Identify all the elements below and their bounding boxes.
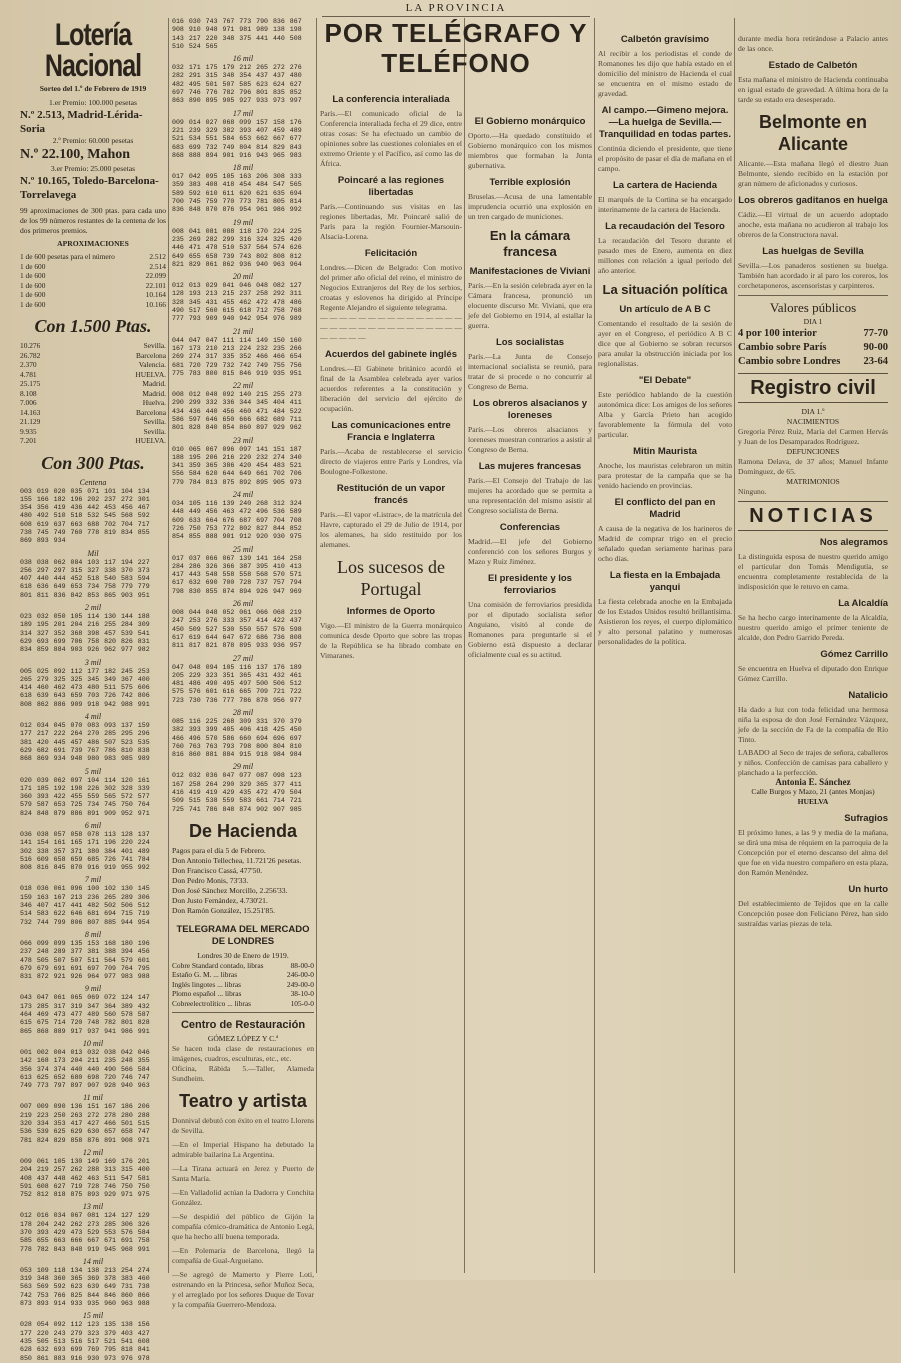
- con1500-row: [20, 351, 166, 361]
- mil-heading: 20 mil: [232, 272, 254, 282]
- con1500-cell: Huelva.: [142, 398, 166, 407]
- number-block: 016 030 743 767 773 790 836 867 908 910 948 971 981 989 138 198 143 217 220 348 375 441 440 508 510 524 565: [172, 18, 302, 50]
- number-block: 007 009 090 136 151 167 186 206 219 223 250 263 272 278 280 288 320 334 353 417 427 466 501 515 536 539 625 629 630 657 658 747 781 824 829 858 876 891 908 971: [20, 1103, 150, 1144]
- aprox-note: 99 aproximaciones de 300 ptas. para cada uno de los 99 números restantes de la centena de los dos primeros premios.: [20, 206, 166, 235]
- s-comunicaciones-head: Las comunicaciones entre Francia e Inglaterra: [331, 420, 451, 443]
- s-campo-head: Al campo.—Gimeno mejora.—La huelga de Sevilla.—Tranquilidad en todas partes.: [599, 105, 731, 140]
- column-rule: [464, 18, 465, 1273]
- premio1: N.º 2.513, Madrid-Lérida-Soria: [20, 109, 143, 135]
- aprox-table: [20, 252, 166, 309]
- column-loteria: [20, 17, 166, 1362]
- con1500-cell: Madrid.: [142, 388, 166, 398]
- telegrama-cell: 246-00-0: [286, 970, 314, 980]
- aprox-row: [20, 290, 166, 300]
- telegrama-cell: Estaño G. M. ... libras: [172, 970, 238, 980]
- con1500-cell: 25.175: [20, 379, 41, 388]
- n-alcaldia-head: La Alcaldía: [838, 598, 888, 609]
- telegrama-cell: 249-00-0: [286, 979, 314, 989]
- s-situacion-sub: Un artículo de A B C: [619, 304, 711, 315]
- aprox-cell: 1 de 600: [20, 271, 46, 280]
- aprox-cell: 1 de 600 pesetas para el número: [20, 252, 115, 261]
- s-poincare-text: París.—Continuando sus visitas en las regiones libertadas, Mr. Poincaré salió de París para la región Fournier-Marsouin-Alsacia-Lorena.: [320, 202, 462, 241]
- nacimientos-heading: NACIMIENTOS: [786, 417, 840, 426]
- column-rule: [594, 18, 595, 1273]
- s-gabinete-head: Acuerdos del gabinete inglés: [325, 349, 457, 360]
- hacienda-line: Don Justo Fernández, 4.730'21.: [172, 895, 268, 905]
- mil-heading: 13 mil: [82, 1202, 104, 1212]
- mil-heading: 27 mil: [232, 653, 254, 663]
- telegrama-row: [172, 999, 314, 1009]
- con1500-table: [20, 341, 166, 446]
- ad-address: Calle Burgos y Mazo, 21 (antes Monjas): [751, 787, 875, 796]
- n-natalicio-head: Natalicio: [848, 690, 888, 701]
- column-rule: [168, 18, 169, 1273]
- mil-heading: 26 mil: [232, 599, 254, 609]
- s-conferencia-text: París.—El comunicado oficial de la Conferencia interaliada fecha el 29 dice, entre otras cosas: Se ha efectuado un cambio de opiniones sobre las cuestiones coloniales en el extremo Oriente y el Pacífico, así como las de África.: [320, 109, 462, 168]
- number-block: 010 065 067 096 097 141 151 187 188 195 206 216 220 232 274 340 341 359 365 386 420 454 483 521 556 584 620 644 649 661 702 706 779 784 813 875 892 895 905 973: [172, 445, 302, 486]
- s-camara-sub: Manifestaciones de Viviani: [469, 266, 591, 277]
- s-vapor-head: Restitución de un vapor francés: [336, 483, 446, 506]
- premio2: N.º 22.100, Mahon: [20, 147, 131, 162]
- con1500-row: [20, 389, 166, 399]
- aprox-row: [20, 300, 166, 310]
- mil-heading: 12 mil: [82, 1147, 104, 1157]
- n-sufragios-text: El próximo lunes, a las 9 y media de la mañana, se dirá una misa de réquiem en la parroquia de la Concepción por el eterno descanso del alma del que fue en vida nuestro compañero en esta plaza, don Ramón Menéndez.: [738, 828, 888, 877]
- defunciones-heading: DEFUNCIONES: [786, 447, 840, 456]
- number-block: 018 036 061 096 100 102 130 145 159 163 167 213 236 265 289 306 346 407 417 441 482 502 506 512 514 583 622 646 681 694 715 719 732 744 799 806 807 885 944 954: [20, 885, 150, 926]
- teatro-p2: —En el Imperial Hispano ha debutado la admirable bailarina La Argentina.: [172, 1140, 314, 1160]
- number-block: 017 042 095 105 163 206 308 333 359 383 408 418 454 484 547 565 589 592 610 611 620 621 635 694 700 745 759 770 773 781 805 814 836 848 870 876 954 961 986 992: [172, 173, 302, 214]
- number-block: 009 061 105 130 149 169 176 201 204 219 257 262 288 313 315 400 408 437 448 462 463 511 547 581 591 608 627 719 728 746 750 750 752 812 818 875 893 929 971 975: [20, 1157, 150, 1199]
- top-text: durante media hora retirándose a Palacio antes de las once.: [738, 34, 888, 53]
- restauracion-address: Oficina, Rábida 5.—Taller, Alameda Sundheim.: [172, 1064, 314, 1084]
- s-gaditanos-text: Cádiz.—El virtual de un acuerdo adoptado anoche, esta mañana no acudieron al trabajo los obreros de la Constructora naval.: [738, 210, 888, 239]
- s-pan-text: A causa de la negativa de los harineros de Madrid de comprar trigo en el precio señalado quedan seriamente harinas para ocho días.: [598, 524, 732, 563]
- number-block: 012 034 045 070 083 093 137 159 177 217 222 264 270 285 295 296 381 420 445 457 486 507 523 535 629 682 691 739 767 786 810 838 868 869 934 948 980 983 985 989: [20, 722, 150, 763]
- s-portugal-head: Los sucesos de Portugal: [337, 557, 445, 599]
- n-sufragios-head: Sufragios: [844, 813, 888, 824]
- s-mitin-text: Anoche, los mauristas celebraron un mitin para protestar de la campaña que se ha venido haciendo en provincias.: [598, 461, 732, 490]
- registro-day: DIA 1.º: [801, 407, 825, 416]
- n-hurto-text: Del establecimiento de Tejidos que en la calle Concepción posee don Feliciano Pérez, han sido sustraídas varias piezas de tela.: [738, 899, 888, 928]
- telegrama-cell: 38-10-0: [290, 989, 314, 999]
- aprox-heading: APROXIMACIONES: [57, 239, 129, 248]
- con1500-heading: Con 1.500 Ptas.: [34, 316, 152, 336]
- mil-heading: 7 mil: [84, 875, 102, 885]
- s-situacion-head: La situación política: [602, 282, 728, 297]
- hacienda-intro: Pagos para el día 5 de Febrero.: [172, 845, 266, 855]
- number-block: 001 002 004 013 032 038 042 046 142 168 173 204 211 235 248 355 356 374 374 440 440 490 566 584 613 625 652 680 698 720 746 747 749 773 797 897 907 928 940 963: [20, 1048, 150, 1090]
- filler-text: — — — — — — — — — — — — — — — — — — — — — — — — — — — — — — — — — — —: [320, 313, 462, 342]
- s-calbeton-text: Al recibir a los periodistas el conde de Romanones les dijo que había estado en el domicilio del ministro de Hacienda el cual se encuentra en el mismo estado de gravedad.: [598, 49, 732, 98]
- mil-heading: 11 mil: [83, 1093, 103, 1103]
- s-ferroviarios-text: Una comisión de ferroviarios presidida por el diputado socialista señor Anguiano, visitó al conde de Romanones para preguntarle si el Gobierno está dispuesto a declarar oficialmente cual es su actitud.: [468, 600, 592, 659]
- valores-cell: Cambio sobre Londres: [738, 356, 841, 367]
- mil-heading: 29 mil: [232, 762, 254, 772]
- hacienda-line: Don Ramón González, 15.251'85.: [172, 905, 276, 915]
- telegrama-table: [172, 961, 314, 1009]
- con1500-cell: 9.935: [20, 426, 37, 436]
- s-estado-text: Esta mañana el ministro de Hacienda continuaba en igual estado de gravedad. A última hora de la tarde su estado era desesperado.: [738, 75, 888, 104]
- s-estado-head: Estado de Calbetón: [768, 60, 858, 71]
- con1500-cell: 7.201: [20, 436, 37, 445]
- s-situacion-text: Comentando el resultado de la sesión de ayer en el Congreso, el periódico A B C dice que al Gobierno se sobran recursos para anular la obstrucción iniciada por los regionalistas.: [598, 319, 732, 368]
- con1500-cell: Sevilla.: [143, 426, 166, 436]
- premio3-label: 3.er Premio: 25.000 pesetas: [50, 164, 136, 173]
- column-noticias: [738, 18, 888, 1273]
- hacienda-lines: [172, 856, 314, 916]
- con1500-cell: Madrid.: [142, 379, 166, 388]
- teatro-title: Teatro y artista: [179, 1091, 307, 1112]
- aprox-row: [20, 281, 166, 291]
- valores-row: [738, 327, 888, 341]
- aprox-cell: 10.166: [145, 299, 166, 309]
- aprox-cell: 1 de 600: [20, 261, 46, 271]
- s-explosion-text: Bruselas.—Acusa de una lamentable imprudencia ocurrió una explosión en un tren cargado de municiones.: [468, 192, 592, 221]
- number-block: 032 171 175 179 212 265 272 276 282 291 315 348 354 437 437 480 482 495 501 507 585 623 624 627 697 746 776 782 796 801 835 852 863 890 895 905 927 933 973 997: [172, 64, 302, 105]
- con1500-cell: 8.108: [20, 388, 37, 398]
- number-block: 008 041 081 088 118 170 224 225 235 269 282 299 316 324 325 420 446 471 478 510 537 564 574 626 649 655 658 739 743 802 808 812 821 829 861 862 936 940 963 964: [172, 227, 302, 268]
- number-block: 012 013 029 041 046 048 082 127 128 193 213 215 237 258 292 311 328 345 431 455 462 472 478 486 490 517 560 615 618 712 758 768 777 793 909 940 942 954 976 989: [172, 282, 302, 323]
- s-comunicaciones-text: París.—Acaba de restablecerse el servicio directo de viajeros entre París y Londres, vía Boulogne-Folkestone.: [320, 447, 462, 476]
- valores-table: [738, 327, 888, 369]
- number-block: 028 054 092 112 123 135 138 156 177 220 243 279 323 379 403 427 435 505 513 516 517 521 541 608 628 632 693 699 769 795 818 841 850 861 883 916 930 973 976 978: [20, 1321, 150, 1362]
- s-gobierno-head: El Gobierno monárquico: [474, 116, 586, 127]
- s-explosion-head: Terrible explosión: [489, 177, 571, 188]
- s-mujeres-text: París.—El Consejo del Trabajo de las mujeres ha acordado que se permita a una representación del mismo asistir al Congreso socialista de Berna.: [468, 476, 592, 515]
- registro-heading: Registro civil: [738, 373, 888, 403]
- con1500-cell: Barcelona: [136, 350, 166, 360]
- valores-cell: 77-70: [863, 328, 888, 339]
- valores-row: [738, 355, 888, 369]
- ad-text: LABADO al Seco de trajes de señora, caballeros y niños. Confección de camisas para caballero y planchado a la perfección.: [738, 748, 888, 777]
- s-socialistas-text: París.—La Junta de Consejo internacional socialista se reunió, para tratar de si procede o no concurrir al Congreso de Berna.: [468, 352, 592, 391]
- con1500-cell: 26.782: [20, 350, 41, 360]
- n-hurto-head: Un hurto: [848, 884, 888, 895]
- column-rule: [734, 18, 735, 1273]
- mil-heading: 23 mil: [232, 435, 254, 445]
- s-cartera-head: La cartera de Hacienda: [612, 180, 718, 191]
- s-belmonte-head: Belmonte en Alicante: [758, 112, 868, 154]
- masthead: LA PROVINCIA: [322, 0, 590, 17]
- s-cartera-text: El marqués de la Cortina se ha encargado interinamente de la cartera de Hacienda.: [598, 195, 732, 214]
- con1500-cell: HUELVA.: [135, 436, 166, 445]
- number-block: 012 016 034 067 081 124 127 129 178 204 242 262 273 285 306 326 370 393 429 473 529 553 576 584 585 655 663 666 667 671 691 758 778 782 843 848 919 945 968 991: [20, 1212, 150, 1253]
- loteria-title: Lotería Nacional: [44, 17, 142, 84]
- s-gobierno-text: Oporto.—Ha quedado constituido el Gobierno monárquico con los mismos miembros que formaban la Junta gubernativa.: [468, 131, 592, 170]
- telegrama-row: [172, 980, 314, 990]
- number-block: 043 047 061 065 069 072 124 147 173 285 317 319 347 364 389 432 464 469 473 477 489 560 578 587 615 675 714 720 748 782 801 828 865 868 889 917 937 941 986 991: [20, 994, 150, 1035]
- matrimonios-heading: MATRIMONIOS: [786, 477, 840, 486]
- centena-heading: Centena: [79, 477, 107, 487]
- con1500-row: [20, 341, 166, 351]
- n-alcaldia-text: Se ha hecho cargo interinamente de la Alcaldía, nuestro querido amigo el primer teniente de alcalde, don Pedro Garrido Pereda.: [738, 613, 888, 642]
- telegrama-date: Londres 30 de Enero de 1919.: [197, 950, 289, 960]
- con1500-cell: 21.129: [20, 417, 41, 426]
- s-tesoro-head: La recaudación del Tesoro: [605, 221, 725, 232]
- hacienda-line: Don Antonio Tellechea, 11.721'26 pesetas.: [172, 855, 302, 865]
- column-telegrafo-2: [468, 110, 592, 1273]
- teatro-p7: —Se agregó de Mamerto y Pierre Loti, estrenando en la Princesa, señor Muñoz Seca, y el arreglado por los señores Duque de Tovar y la compañía Guerrero-Mendoza.: [172, 1270, 314, 1310]
- number-block: 003 019 020 035 071 101 104 134 155 166 182 196 202 237 272 301 354 356 419 436 442 453 456 467 480 492 510 518 532 545 568 592 608 619 637 663 688 702 704 717 738 745 749 760 778 819 834 855 869 893 934: [20, 487, 150, 545]
- matrimonios-text: Ninguno.: [738, 487, 767, 496]
- s-huelgas-head: Las huelgas de Sevilla: [762, 246, 864, 257]
- number-block: 017 037 066 067 139 141 164 258 284 286 326 366 387 395 410 413 417 443 548 558 558 568 570 571 617 632 690 700 728 737 757 794 798 830 855 874 894 926 947 969: [172, 554, 302, 595]
- defunciones-text: Ramona Delava, de 37 años; Manuel Infante Domínguez, de 65.: [738, 457, 888, 476]
- divider: [172, 1012, 314, 1013]
- number-block: 066 099 099 135 153 168 180 196 237 248 289 377 381 388 394 456 478 505 507 507 511 564 579 601 679 679 691 691 697 709 764 795 831 872 921 926 964 977 983 988: [20, 939, 150, 981]
- number-block: 012 032 036 047 077 087 098 123 167 258 264 290 329 365 377 411 416 419 419 429 435 472 479 504 509 515 538 559 583 661 714 721 725 741 786 848 874 902 907 985: [172, 772, 302, 813]
- con1500-cell: Sevilla.: [143, 341, 166, 350]
- s-camara-head: En la cámara francesa: [489, 228, 571, 259]
- hacienda-line: Don José Sánchez Morcillo, 2.256'33.: [172, 885, 288, 895]
- con1500-row: [20, 408, 166, 418]
- s-gabinete-text: Londres.—El Gabinete británico acordó el final de la Asamblea celebrada ayer varios acuerdos referentes a la constitución y liberación del servicio del ejército de ocupación.: [320, 364, 462, 413]
- premio2-label: 2.º Premio: 60.000 pesetas: [52, 136, 134, 145]
- mil-heading: 8 mil: [84, 929, 102, 939]
- restauracion-title: Centro de Restauración: [180, 1019, 306, 1032]
- telegrama-row: [172, 989, 314, 999]
- mil-heading: 22 mil: [232, 381, 254, 391]
- mil-heading: 9 mil: [84, 984, 102, 994]
- number-block: 053 109 118 134 138 213 254 274 319 348 360 365 369 378 383 460 563 569 592 623 639 649 731 738 742 753 766 825 844 846 860 866 873 893 914 933 935 960 963 988: [20, 1266, 150, 1308]
- aprox-row: [20, 252, 166, 262]
- mil-heading: 15 mil: [82, 1311, 104, 1321]
- con1500-cell: 2.370: [20, 360, 37, 369]
- premio3: N.º 10.165, Toledo-Barcelona-Torrelavega: [20, 175, 159, 201]
- column-politica: [598, 18, 732, 1273]
- aprox-row: [20, 271, 166, 281]
- con1500-cell: 10.276: [20, 341, 41, 350]
- s-calbeton-head: Calbetón gravísimo: [620, 34, 710, 45]
- number-block: 008 012 048 092 140 215 255 273 290 299 332 336 344 345 404 411 434 436 440 456 460 471 484 522 586 597 646 650 666 682 689 711 801 828 840 854 860 897 929 962: [172, 391, 302, 432]
- s-felicitacion-head: Felicitación: [364, 248, 418, 259]
- telegrama-cell: 105-0-0: [290, 998, 314, 1008]
- mil-heading: 25 mil: [232, 544, 254, 554]
- mil-heading: 6 mil: [84, 821, 102, 830]
- teatro-p4: —En Valladolid actúan la Dadorra y Conchita González.: [172, 1188, 314, 1208]
- number-block: 020 039 062 097 104 114 120 161 171 185 192 198 226 302 328 339 360 393 422 455 559 565 572 577 579 587 653 725 734 745 750 764 824 848 879 886 891 909 952 971: [20, 776, 150, 817]
- con1500-row: [20, 370, 166, 380]
- hacienda-line: Don Francisco Cassá, 477'50.: [172, 865, 263, 875]
- mil-heading: 16 mil: [232, 54, 254, 64]
- con1500-cell: HUELVA.: [135, 369, 166, 379]
- restauracion-owner: GÓMEZ LÓPEZ Y C.ª: [207, 1034, 279, 1044]
- valores-row: [738, 341, 888, 355]
- s-felicitacion-text: Londres.—Dicen de Belgrado: Con motivo del primer año oficial del reino, el ministro de Negocios Extranjeros del Rey de los serbios, croatas y eslovenos ha dirigido al Príncipe Regente Alejandro el siguiente telegrama.: [320, 263, 462, 312]
- valores-cell: Cambio sobre París: [738, 342, 827, 353]
- telegrama-row: [172, 961, 314, 971]
- mil-heading: 10 mil: [82, 1038, 104, 1048]
- s-conferencia-head: La conferencia interaliada: [332, 94, 450, 105]
- con1500-cell: 7.006: [20, 398, 37, 407]
- s-debate-text: Este periódico hablando de la cuestión autonómica dice: Los amigos de los señores Alba y García Prieto han acogido favorablemente la fórmula del voto particular.: [598, 390, 732, 439]
- mil-heading: 3 mil: [84, 657, 102, 667]
- number-block: 009 014 027 068 099 157 158 176 221 239 329 382 393 407 459 489 521 534 551 584 653 662 667 677 683 699 732 749 804 814 829 843 868 888 894 901 916 943 965 983: [172, 118, 302, 159]
- s-alsacianos-head: Los obreros alsacianos y loreneses: [472, 398, 588, 421]
- number-block: 044 047 047 111 114 149 150 160 167 173 210 213 224 232 235 266 269 274 317 335 352 466 466 654 681 720 729 732 742 749 755 756 775 783 800 815 846 919 935 951: [172, 336, 302, 377]
- nacimientos-text: Gregoria Pérez Ruiz, María del Carmen Hervás y Juan de los Desamparados Rodríguez.: [738, 427, 888, 446]
- s-tesoro-text: La recaudación del Tesoro durante el pasado mes de Enero, aumenta en diez millones con relación a igual período del año anterior.: [598, 236, 732, 275]
- number-block: 047 048 094 105 116 137 176 189 205 229 323 351 365 431 432 461 481 486 490 495 497 500 506 512 575 576 601 616 665 709 721 722 723 730 736 777 786 878 956 977: [172, 663, 302, 704]
- valores-cell: 4 por 100 interior: [738, 328, 817, 339]
- mil-heading: 5 mil: [84, 766, 102, 776]
- aprox-row: [20, 262, 166, 272]
- number-block: 085 116 225 268 309 331 370 379 382 393 399 405 406 418 425 450 466 496 570 586 660 694 696 697 760 763 763 793 798 800 804 810 816 860 881 884 915 918 984 984: [172, 718, 302, 759]
- mil-heading: Mil: [87, 548, 99, 558]
- premio1-label: 1.er Premio: 100.000 pesetas: [49, 98, 137, 107]
- mil-heading: 18 mil: [232, 163, 254, 173]
- mil-heading: 19 mil: [232, 217, 254, 227]
- s-pan-head: El conflicto del pan en Madrid: [614, 497, 716, 520]
- s-camara-text: París.—En la sesión celebrada ayer en la Cámara francesa, pronunció un elocuente discurso Mr. Viviani, que era jefe del Gobierno en 1914, al estallar la guerra.: [468, 281, 592, 330]
- aprox-cell: 2.512: [149, 252, 166, 261]
- teatro-p1: Donnival debutó con éxito en el teatro Llorens de Sevilla.: [172, 1116, 314, 1136]
- n-carrillo-text: Se encuentra en Huelva el diputado don Enrique Gómez Carrillo.: [738, 664, 888, 683]
- mil-heading: 28 mil: [232, 708, 254, 717]
- con1500-cell: 4.781: [20, 369, 37, 379]
- mil-heading: 24 mil: [232, 490, 254, 500]
- ad-city: HUELVA: [797, 797, 829, 806]
- number-block: 008 044 048 052 061 066 068 219 247 253 276 333 357 414 422 437 450 509 527 530 550 557 576 598 617 619 644 647 672 686 736 808 811 817 821 878 895 933 936 957: [172, 609, 302, 650]
- con1500-cell: Valencia.: [138, 360, 166, 369]
- mil-blocks: [20, 549, 166, 1363]
- s-huelgas-text: Sevilla.—Los panaderos sostienen su huelga. También han acordado ir al paro los coreros, los corchetaponeros, ascensoristas y carpinteros.: [738, 261, 888, 290]
- s-vapor-text: París.—El vapor «Listrac», de la matrícula del Havre, capturado el 29 de Julio de 1914, por los alemanes, ha sido restituido por los alemanes.: [320, 510, 462, 549]
- s-portugal-text: Vigo.—El ministro de la Guerra monárquico comunica desde Oporto que sobre las tropas de la República se ha librado combate en Vimaranes.: [320, 621, 462, 660]
- mil-heading: 14 mil: [82, 1256, 104, 1266]
- s-mitin-head: Mitin Maurista: [633, 446, 697, 457]
- aprox-cell: 22.101: [145, 280, 166, 290]
- s-belmonte-text: Alicante.—Esta mañana llegó el diestro Juan Belmonte, siendo recibido en la estación por gran número de aficionados y curiosos.: [738, 159, 888, 188]
- number-block: 034 105 116 139 240 268 312 324 448 449 456 463 472 496 536 589 609 633 664 676 687 697 704 708 726 750 753 772 802 827 844 852 854 855 888 901 912 920 930 975: [172, 500, 302, 541]
- number-block: 036 038 057 058 078 113 128 137 141 154 161 165 171 196 220 224 302 338 357 371 380 384 401 489 516 609 658 659 685 726 741 784 808 816 845 870 916 919 955 992: [20, 831, 150, 872]
- aprox-cell: 1 de 600: [20, 299, 46, 309]
- restauracion-text: Se hacen toda clase de restauraciones en imágenes, cuadros, esculturas, etc., etc.: [172, 1044, 314, 1064]
- s-socialistas-head: Los socialistas: [495, 337, 565, 348]
- s-mujeres-head: Las mujeres francesas: [478, 461, 582, 472]
- divider: [738, 295, 888, 296]
- aprox-cell: 2.514: [149, 261, 166, 271]
- con1500-row: [20, 360, 166, 370]
- con1500-row: [20, 417, 166, 427]
- con1500-row: [20, 427, 166, 437]
- s-embajada-text: La fiesta celebrada anoche en la Embajada de los Estados Unidos resultó brillantísima. Asistieron los reyes, el cuerpo diplomático y alto personal palatino y numerosas personalidades de la política.: [598, 597, 732, 646]
- ad-name: Antonia E. Sánchez: [775, 777, 851, 787]
- mil-heading: 17 mil: [232, 108, 254, 118]
- s-embajada-head: La fiesta en la Embajada yanqui: [609, 570, 721, 593]
- aprox-cell: 10.164: [145, 290, 166, 299]
- mil-heading: 2 mil: [84, 603, 102, 613]
- s-alsacianos-text: París.—Los obreros alsacianos y loreneses muestran contrarios a asistir al Congreso de Berna.: [468, 425, 592, 454]
- mil-heading: 21 mil: [232, 326, 254, 336]
- telegrama-cell: Cobreelectrolítico ... libras: [172, 998, 252, 1008]
- con1500-row: [20, 436, 166, 446]
- loteria-sorteo: Sorteo del 1.º de Febrero de 1919: [39, 84, 147, 93]
- column-rule: [316, 18, 317, 1273]
- telegrama-title: TELEGRAMA DEL MERCADO DE LONDRES: [176, 923, 310, 947]
- number-block: 005 025 092 112 177 182 245 253 265 279 325 325 345 349 367 400 414 460 462 473 480 511 575 606 618 639 643 659 703 726 742 806 808 862 886 909 918 942 988 991: [20, 667, 150, 708]
- telegrama-cell: Plomo español ... libras: [172, 989, 242, 999]
- s-debate-head: "El Debate": [638, 375, 692, 386]
- s-gaditanos-head: Los obreros gaditanos en huelga: [738, 195, 888, 206]
- telegrama-row: [172, 970, 314, 980]
- s-portugal-sub: Informes de Oporto: [346, 606, 436, 617]
- number-block: 023 032 050 105 114 130 144 188 189 195 201 204 216 255 284 309 314 327 352 368 398 457 539 541 629 693 699 706 758 820 826 831 834 859 884 903 926 962 977 982: [20, 613, 150, 654]
- con1500-cell: Barcelona: [136, 407, 166, 417]
- s-conferencias-text: Madrid.—El jefe del Gobierno conferenció con los señores Burgos y Mazo y Ruiz Jiménez.: [468, 537, 592, 566]
- valores-cell: 23-64: [863, 356, 888, 367]
- aprox-cell: 1 de 600: [20, 280, 46, 290]
- s-campo-text: Continúa diciendo el presidente, que tiene el propósito de pasar el día de mañana en el campo.: [598, 144, 732, 173]
- noticias-heading: NOTICIAS: [738, 501, 888, 531]
- hacienda-line: Don Pedro Monis, 73'33.: [172, 875, 249, 885]
- teatro-p3: —La Tirana actuará en Jerez y Puerto de Santa María.: [172, 1164, 314, 1184]
- con1500-row: [20, 398, 166, 408]
- s-conferencias-head: Conferencias: [499, 522, 561, 533]
- valores-day: DIA 1: [803, 317, 823, 326]
- con300-heading: Con 300 Ptas.: [41, 452, 145, 473]
- n-carrillo-head: Gómez Carrillo: [820, 649, 888, 660]
- con1500-cell: 14.163: [20, 407, 41, 417]
- con1500-row: [20, 379, 166, 389]
- valores-cell: 90-00: [863, 342, 888, 353]
- mil-blocks-col2: [172, 54, 314, 814]
- column-numeros: [172, 18, 314, 1310]
- number-block: 038 038 062 084 103 117 194 227 256 297 297 315 327 338 370 373 407 440 444 452 518 540 583 594 618 636 649 653 734 758 779 779 801 811 836 842 853 865 903 951: [20, 558, 150, 599]
- n-alegramos-head: Nos alegramos: [819, 537, 888, 548]
- teatro-p5: —Se despidió del público de Gijón la compañía cómico-dramática de Antonio Legá, que ha hecho allí buena temporada.: [172, 1212, 314, 1242]
- main-headline: POR TELÉGRAFO Y TELÉFONO: [324, 18, 588, 78]
- telegrama-cell: 88-00-0: [290, 960, 314, 970]
- valores-heading: Valores públicos: [769, 300, 857, 315]
- s-ferroviarios-head: El presidente y los ferroviarios: [488, 573, 572, 596]
- con1500-cell: Sevilla.: [143, 417, 166, 426]
- s-poincare-head: Poincaré a las regiones libertadas: [337, 175, 445, 198]
- n-alegramos-text: La distinguida esposa de nuestro querido amigo el particular don Tomás Mendigutía, se encuentra completamente restablecida de la indisposición que le retuvo en cama.: [738, 552, 888, 591]
- telegrama-cell: Cobre Standard contado, libras: [172, 960, 264, 970]
- mil-heading: 4 mil: [84, 712, 102, 722]
- hacienda-title: De Hacienda: [188, 820, 298, 841]
- telegrama-cell: Inglés lingotes ... libras: [172, 979, 241, 989]
- aprox-cell: 22.099: [145, 271, 166, 280]
- aprox-cell: 1 de 600: [20, 290, 46, 299]
- teatro-p6: —En Polemaria de Barcelona, llegó la compañía de Gual-Argueiano.: [172, 1246, 314, 1266]
- n-natalicio-text: Ha dado a luz con toda felicidad una hermosa niña la esposa de don José Fernández Vázquez, jefe de la sección de Fa de la compañía de Río Tinto.: [738, 705, 888, 744]
